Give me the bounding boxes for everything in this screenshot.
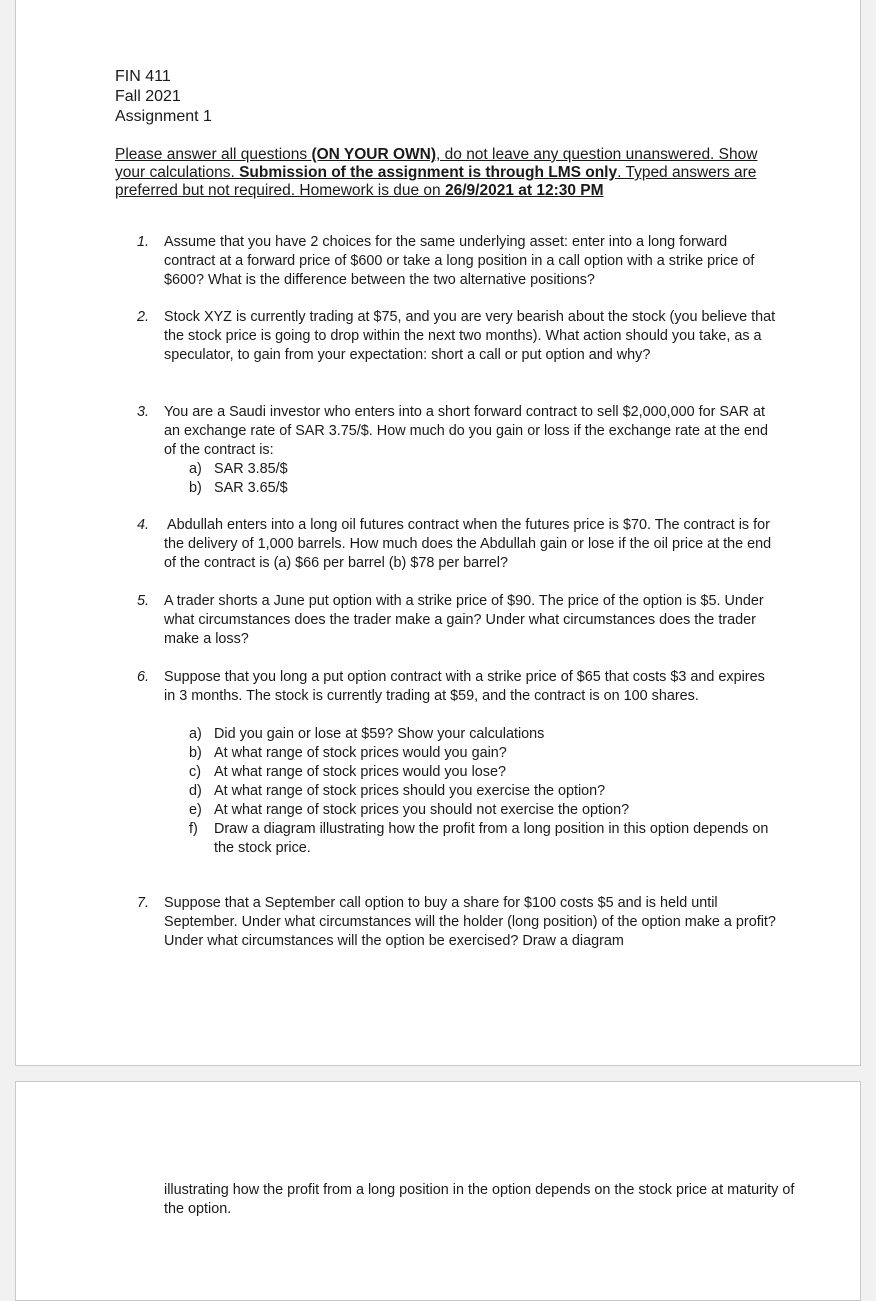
question-7	[137, 894, 777, 951]
sub-text: At what range of stock prices you should not exercise the option?	[214, 802, 630, 818]
question-number: 3.	[137, 404, 150, 420]
sub-label: a)	[189, 726, 202, 742]
question-text: Suppose that you long a put option contract with a strike price of $65 that costs $3 and expires in 3 months. The stock is currently trading at $59, and the contract is on 100 shares.	[164, 669, 765, 704]
question-text: Assume that you have 2 choices for the same underlying asset: enter into a long forward contract at a forward price of $600 or take a long position in a call option with a strike price of $600? What is the difference between the two alternative positions?	[164, 234, 755, 288]
question-number: 1.	[137, 234, 150, 250]
sub-question-b	[189, 744, 777, 763]
question-number: 2.	[137, 309, 150, 325]
question-number: 4.	[137, 517, 150, 533]
sub-label: c)	[189, 764, 201, 780]
question-2	[137, 308, 777, 365]
due-date: 26/9/2021 at 12:30 PM	[444, 182, 604, 199]
instructions-emphasis-lms: Submission of the assignment is through LMS only	[239, 164, 618, 181]
question-text: Suppose that a September call option to buy a share for $100 costs $5 and is held until September. Under what circumstances will the holder (long position) of the option make a profit? Under what circumstances will the option be exercised? Draw a diagram	[164, 895, 776, 949]
sub-label: b)	[189, 480, 202, 496]
sub-label: d)	[189, 783, 202, 799]
instructions-text-3: . Typed answers are preferred but not required. Homework is due on	[115, 164, 757, 199]
document-header	[115, 67, 212, 127]
sub-question-b	[189, 479, 777, 498]
sub-label: f)	[189, 821, 198, 837]
sub-text: At what range of stock prices would you lose?	[214, 764, 506, 780]
question-1	[137, 233, 777, 290]
sub-text: At what range of stock prices would you gain?	[214, 745, 507, 761]
course-code: FIN 411	[115, 68, 171, 85]
instructions-text-1: Please answer all questions	[115, 146, 312, 163]
sub-label: a)	[189, 461, 202, 477]
question-5	[137, 592, 777, 649]
document-page-2	[15, 1081, 861, 1301]
sub-text: SAR 3.85/$	[214, 461, 288, 477]
question-number: 7.	[137, 895, 150, 911]
sub-text: Did you gain or lose at $59? Show your calculations	[214, 726, 545, 742]
question-number: 5.	[137, 593, 150, 609]
assignment-title: Assignment 1	[115, 108, 212, 125]
document-page-1	[15, 0, 861, 1066]
question-6	[137, 668, 777, 858]
question-text: You are a Saudi investor who enters into a short forward contract to sell $2,000,000 for SAR at an exchange rate of SAR 3.75/$. How much do you gain or loss if the exchange rate at the end of the contract is:	[164, 404, 768, 458]
sub-text: At what range of stock prices should you exercise the option?	[214, 783, 606, 799]
sub-text: SAR 3.65/$	[214, 480, 288, 496]
sub-label: e)	[189, 802, 202, 818]
question-7-continuation: illustrating how the profit from a long position in the option depends on the stock price at maturity of the option.	[164, 1182, 795, 1217]
sub-label: b)	[189, 745, 202, 761]
sub-question-d	[189, 782, 777, 801]
question-text: Stock XYZ is currently trading at $75, and you are very bearish about the stock (you believe that the stock price is going to drop within the next two months). What action should you take, as a speculator, to gain from your expectation: short a call or put option and why?	[164, 309, 776, 363]
instructions-emphasis-own: (ON YOUR OWN)	[311, 146, 437, 163]
sub-question-a	[189, 725, 777, 744]
term: Fall 2021	[115, 88, 181, 105]
sub-question-a	[189, 460, 777, 479]
question-3	[137, 403, 777, 498]
question-number: 6.	[137, 669, 150, 685]
question-text: A trader shorts a June put option with a strike price of $90. The price of the option is $5. Under what circumstances does the trader make a gain? Under what circumstances does the trader make a loss?	[164, 593, 764, 647]
sub-question-e	[189, 801, 777, 820]
instructions-text-2: , do not leave any question unanswered. Show your calculations.	[115, 146, 758, 181]
question-4	[137, 516, 777, 573]
sub-text: Draw a diagram illustrating how the profit from a long position in this option depends on the stock price.	[214, 821, 769, 856]
question-text: Abdullah enters into a long oil futures contract when the futures price is $70. The contract is for the delivery of 1,000 barrels. How much does the Abdullah gain or lose if the oil price at the end of the contract is (a) $66 per barrel (b) $78 per barrel?	[164, 517, 772, 571]
instructions-paragraph	[115, 146, 765, 200]
sub-question-f	[189, 820, 777, 858]
sub-question-c	[189, 763, 777, 782]
